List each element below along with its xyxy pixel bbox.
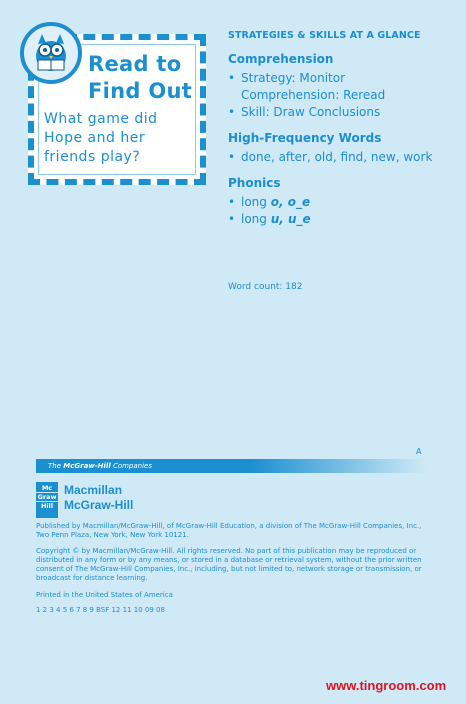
imprint-brand: McGraw-Hill	[63, 462, 111, 470]
imprint-suffix: Companies	[110, 462, 153, 470]
list-item: • done, after, old, find, new, work	[228, 149, 443, 166]
logo-mark-1: Mc	[36, 484, 58, 493]
logo-mark-3: Hill	[40, 502, 54, 510]
phonics-label: long	[241, 212, 271, 226]
owl-reading-icon	[20, 22, 82, 84]
imprint-text	[48, 460, 152, 472]
strategies-panel	[228, 30, 443, 238]
list-item	[228, 194, 443, 211]
level-marker: A	[416, 447, 422, 456]
phonics-label: long	[241, 195, 271, 209]
publisher-line-1: Macmillan	[64, 483, 123, 497]
phonics-sound: u, u_e	[270, 212, 311, 226]
phonics-title: Phonics	[228, 176, 281, 190]
read-to-find-out-box	[28, 34, 206, 185]
title-line-1: Read to	[88, 52, 182, 76]
title-line-2: Find Out	[88, 79, 193, 103]
guiding-question: What game did Hope and her friends play?	[44, 111, 158, 165]
copyright-text: Copyright © by Macmillan/McGraw-Hill. All rights reserved. No part of this publication may be reproduced or distributed in any form or by any means, or stored in a database or retrieval system, without the prior written consent of The McGraw-Hill Companies, Inc., including, but not limited to, network storage or transmission, or broadcast for distance learning.	[36, 547, 422, 582]
high-frequency-title: High-Frequency Words	[228, 131, 382, 145]
printed-in-text: Printed in the United States of America	[36, 591, 173, 599]
imprint-bar	[36, 459, 426, 473]
strategies-heading: STRATEGIES & SKILLS AT A GLANCE	[228, 30, 421, 41]
print-codes: 1 2 3 4 5 6 7 8 9 BSF 12 11 10 09 08	[36, 606, 165, 614]
comprehension-list	[228, 70, 443, 121]
phonics-sound: o, o_e	[270, 195, 311, 209]
read-to-find-out-title	[88, 51, 192, 105]
word-count: Word count: 182	[228, 282, 303, 292]
mcgraw-hill-logo	[36, 482, 58, 518]
watermark: www.tingroom.com	[326, 678, 447, 693]
list-item: • Strategy: Monitor Comprehension: Reread	[228, 70, 443, 104]
list-item: • Skill: Draw Conclusions	[228, 104, 443, 121]
phonics-list	[228, 194, 443, 228]
published-by-text: Published by Macmillan/McGraw-Hill, of McGraw-Hill Education, a division of The McGraw-Hill Companies, Inc., Two Penn Plaza, New York, New York 10121.	[36, 522, 422, 539]
list-item	[228, 211, 443, 228]
logo-mark-2: Graw	[37, 493, 57, 501]
comprehension-title: Comprehension	[228, 52, 334, 66]
high-frequency-list	[228, 149, 443, 166]
publisher-line-2: McGraw-Hill	[64, 498, 134, 512]
publisher-name	[64, 483, 133, 513]
imprint-prefix: The	[48, 462, 64, 470]
